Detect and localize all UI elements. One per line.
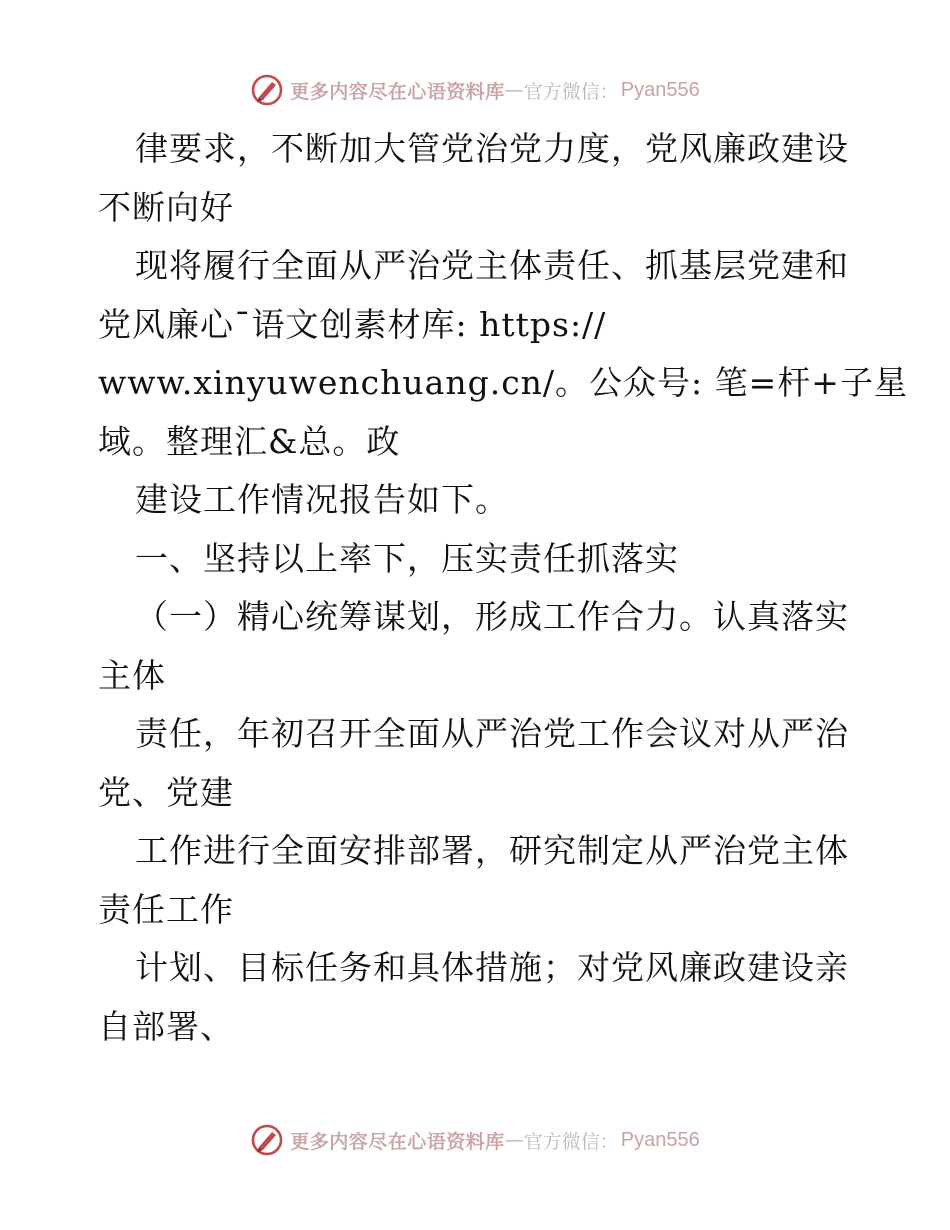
footer-watermark-banner [0,1120,950,1160]
text-line: 责任，年初召开全面从严治党工作会议对从严治 [135,714,849,753]
text-line: 工作进行全面安排部署，研究制定从严治党主体 [135,831,849,870]
text-line: 计划、目标任务和具体措施；对党风廉政建设亲 [135,948,849,987]
banner-wechat-label: 官方微信： [523,80,619,103]
text-line: 自部署、 [98,1006,234,1046]
banner-main-text: 更多内容尽在心语资料库 [290,1130,505,1153]
text-line: 域。整理汇&总。政 [98,421,401,461]
pen-logo-icon [250,1123,284,1157]
banner-wechat-label: 官方微信： [523,1130,619,1153]
banner-wechat-id: Pyan556 [620,78,700,101]
text-line: 律要求，不断加大管党治党力度，党风廉政建设 [135,129,849,168]
text-line: （一）精心统筹谋划，形成工作合力。认真落实 [135,597,849,636]
banner-main-text: 更多内容尽在心语资料库 [290,80,505,103]
text-line: 责任工作 [98,889,234,929]
body-text [98,120,908,1056]
banner-dash: — [504,79,524,101]
text-line: 现将履行全面从严治党主体责任、抓基层党建和 [135,246,849,285]
text-line: 不断向好 [98,187,234,227]
pen-logo-icon [250,73,284,107]
text-line: 主体 [98,655,166,695]
text-line: 一、坚持以上率下，压实责任抓落实 [135,538,679,578]
text-line: 党、党建 [98,772,234,812]
text-line: 建设工作情况报告如下。 [135,480,509,519]
text-line: www.xinyuwenchuang.cn/。公众号: 笔=杆+子星 [98,363,908,402]
header-watermark-banner [0,70,950,110]
banner-dash: — [504,1129,524,1151]
banner-wechat-id: Pyan556 [620,1128,700,1151]
text-line: 党风廉心¯语文创素材库: https:// [98,304,607,344]
